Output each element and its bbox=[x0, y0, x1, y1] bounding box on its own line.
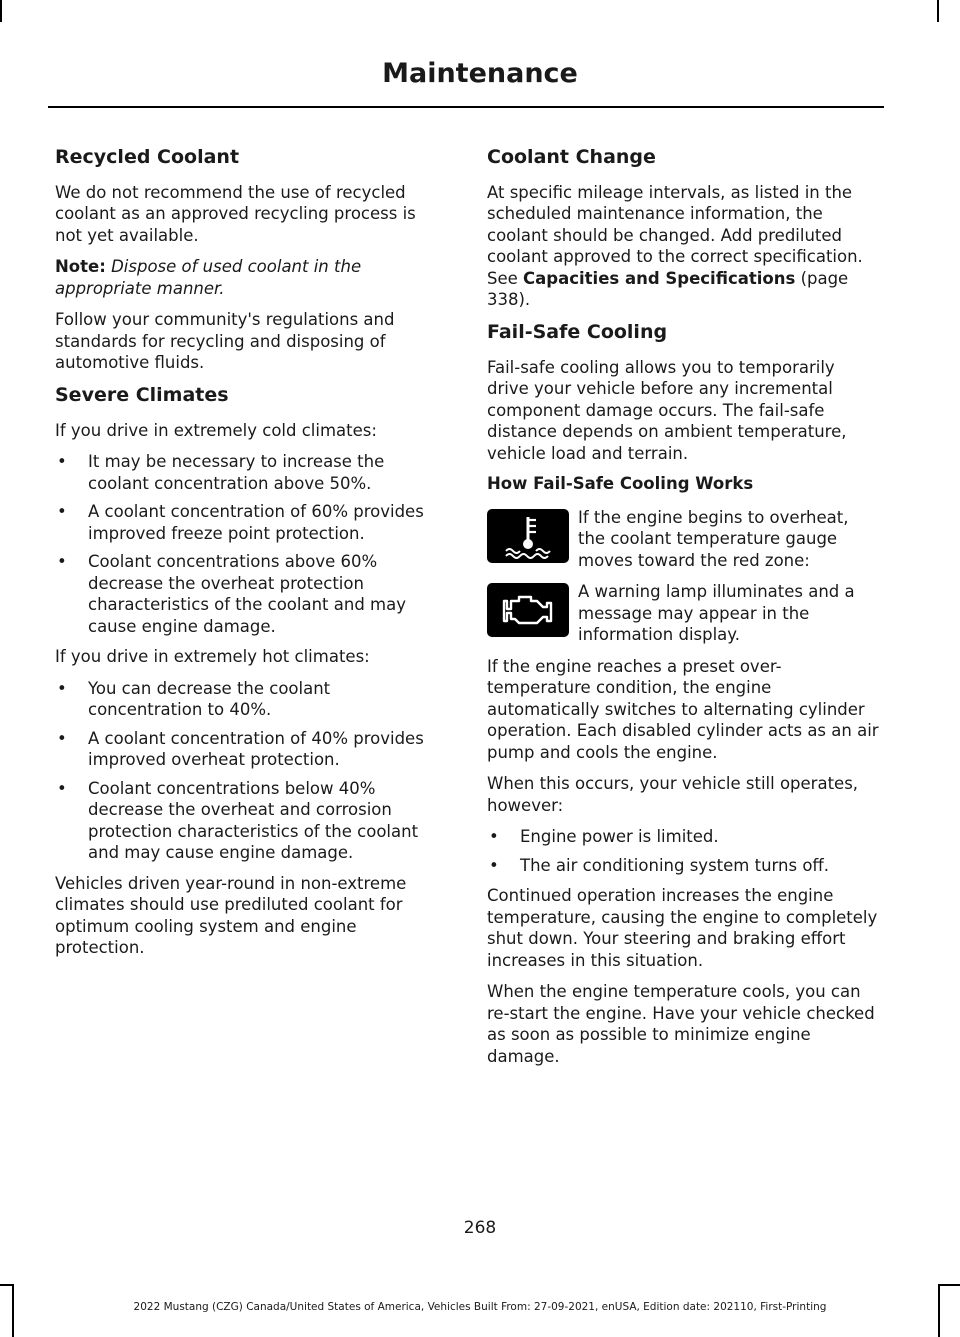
crop-mark-top-left bbox=[0, 0, 2, 22]
recycled-coolant-paragraph: We do not recommend the use of recycled coolant as an approved recycling process is not yet available. bbox=[55, 182, 416, 245]
crop-mark-bottom-left-h bbox=[0, 1284, 14, 1286]
crop-mark-top-right bbox=[937, 0, 939, 22]
cold-climates-list bbox=[55, 451, 447, 637]
recycled-coolant-heading: Recycled Coolant bbox=[55, 146, 240, 168]
note-text: Dispose of used coolant in the appropriate manner. bbox=[55, 257, 362, 298]
hot-climates-intro: If you drive in extremely hot climates: bbox=[55, 647, 370, 666]
coolant-temp-row bbox=[487, 507, 879, 572]
list-item: • The air conditioning system turns off. bbox=[487, 855, 879, 877]
coolant-change-text: At specific mileage intervals, as listed in the scheduled maintenance information, the coolant should be changed. Add prediluted coolant approved to the correct specification. See bbox=[487, 182, 863, 288]
hot-climates-list bbox=[55, 678, 447, 864]
note-label: Note: bbox=[55, 257, 106, 277]
list-item: • Engine power is limited. bbox=[487, 826, 879, 848]
list-item: • Coolant concentrations above 60% decrease the overheat protection characteristics of the coolant and may cause engine damage. bbox=[55, 551, 447, 637]
warning-lamp-text: A warning lamp illuminates and a message may appear in the information display. bbox=[578, 582, 855, 645]
list-item: • A coolant concentration of 40% provides improved overheat protection. bbox=[55, 728, 447, 771]
fail-safe-intro-paragraph: Fail-safe cooling allows you to temporarily drive your vehicle before any incremental component damage occurs. The fail-safe distance depends on ambient temperature, vehicle load and terrain. bbox=[487, 357, 847, 463]
page-number: 268 bbox=[463, 1218, 497, 1238]
coolant-temp-text: If the engine begins to overheat, the coolant temperature gauge moves toward the red zone: bbox=[578, 507, 849, 570]
non-extreme-climates-paragraph: Vehicles driven year-round in non-extreme climates should use prediluted coolant for optimum cooling system and engine protection. bbox=[55, 873, 407, 957]
recycled-coolant-note bbox=[55, 256, 447, 299]
list-item: • You can decrease the coolant concentration to 40%. bbox=[55, 678, 447, 721]
coolant-change-paragraph bbox=[487, 182, 879, 311]
left-column bbox=[55, 146, 447, 969]
how-fail-safe-works-heading: How Fail-Safe Cooling Works bbox=[487, 474, 754, 493]
list-item: • Coolant concentrations below 40% decrease the overheat and corrosion protection characteristics of the coolant and may cause engine damage. bbox=[55, 778, 447, 864]
restart-engine-paragraph: When the engine temperature cools, you can re-start the engine. Have your vehicle checked as soon as possible to minimize engine damage. bbox=[487, 982, 875, 1066]
cold-climates-intro: If you drive in extremely cold climates: bbox=[55, 420, 377, 440]
over-temperature-paragraph: If the engine reaches a preset over-temperature condition, the engine automatically switches to alternating cylinder operation. Each disabled cylinder acts as an air pump and cools the engine. bbox=[487, 656, 879, 762]
footer-edition-info: 2022 Mustang (CZG) Canada/United States of America, Vehicles Built From: 27-09-2021, enUSA, Edition date: 202110, First-Printing bbox=[133, 1301, 827, 1313]
capacities-specifications-link[interactable]: Capacities and Specifications bbox=[523, 268, 796, 288]
fail-safe-cooling-heading: Fail-Safe Cooling bbox=[487, 320, 668, 343]
list-item: • A coolant concentration of 60% provides improved freeze point protection. bbox=[55, 501, 447, 544]
continued-operation-paragraph: Continued operation increases the engine temperature, causing the engine to completely shut down. Your steering and braking effort increases in this situation. bbox=[487, 886, 878, 970]
recycling-regulations-paragraph: Follow your community's regulations and standards for recycling and disposing of automotive fluids. bbox=[55, 310, 395, 373]
header-rule bbox=[48, 106, 884, 108]
check-engine-row bbox=[487, 581, 879, 646]
page-reference: (page 338). bbox=[487, 268, 849, 310]
severe-climates-heading: Severe Climates bbox=[55, 383, 229, 406]
coolant-temperature-icon bbox=[487, 509, 569, 563]
list-item: • It may be necessary to increase the coolant concentration above 50%. bbox=[55, 451, 447, 494]
still-operates-paragraph: When this occurs, your vehicle still operates, however: bbox=[487, 774, 859, 815]
right-column bbox=[487, 146, 879, 1077]
check-engine-icon bbox=[487, 583, 569, 637]
fail-safe-effects-list bbox=[487, 826, 879, 876]
crop-mark-bottom-right-h bbox=[938, 1284, 960, 1286]
page-title: Maintenance bbox=[382, 58, 578, 89]
coolant-change-heading: Coolant Change bbox=[487, 146, 656, 168]
